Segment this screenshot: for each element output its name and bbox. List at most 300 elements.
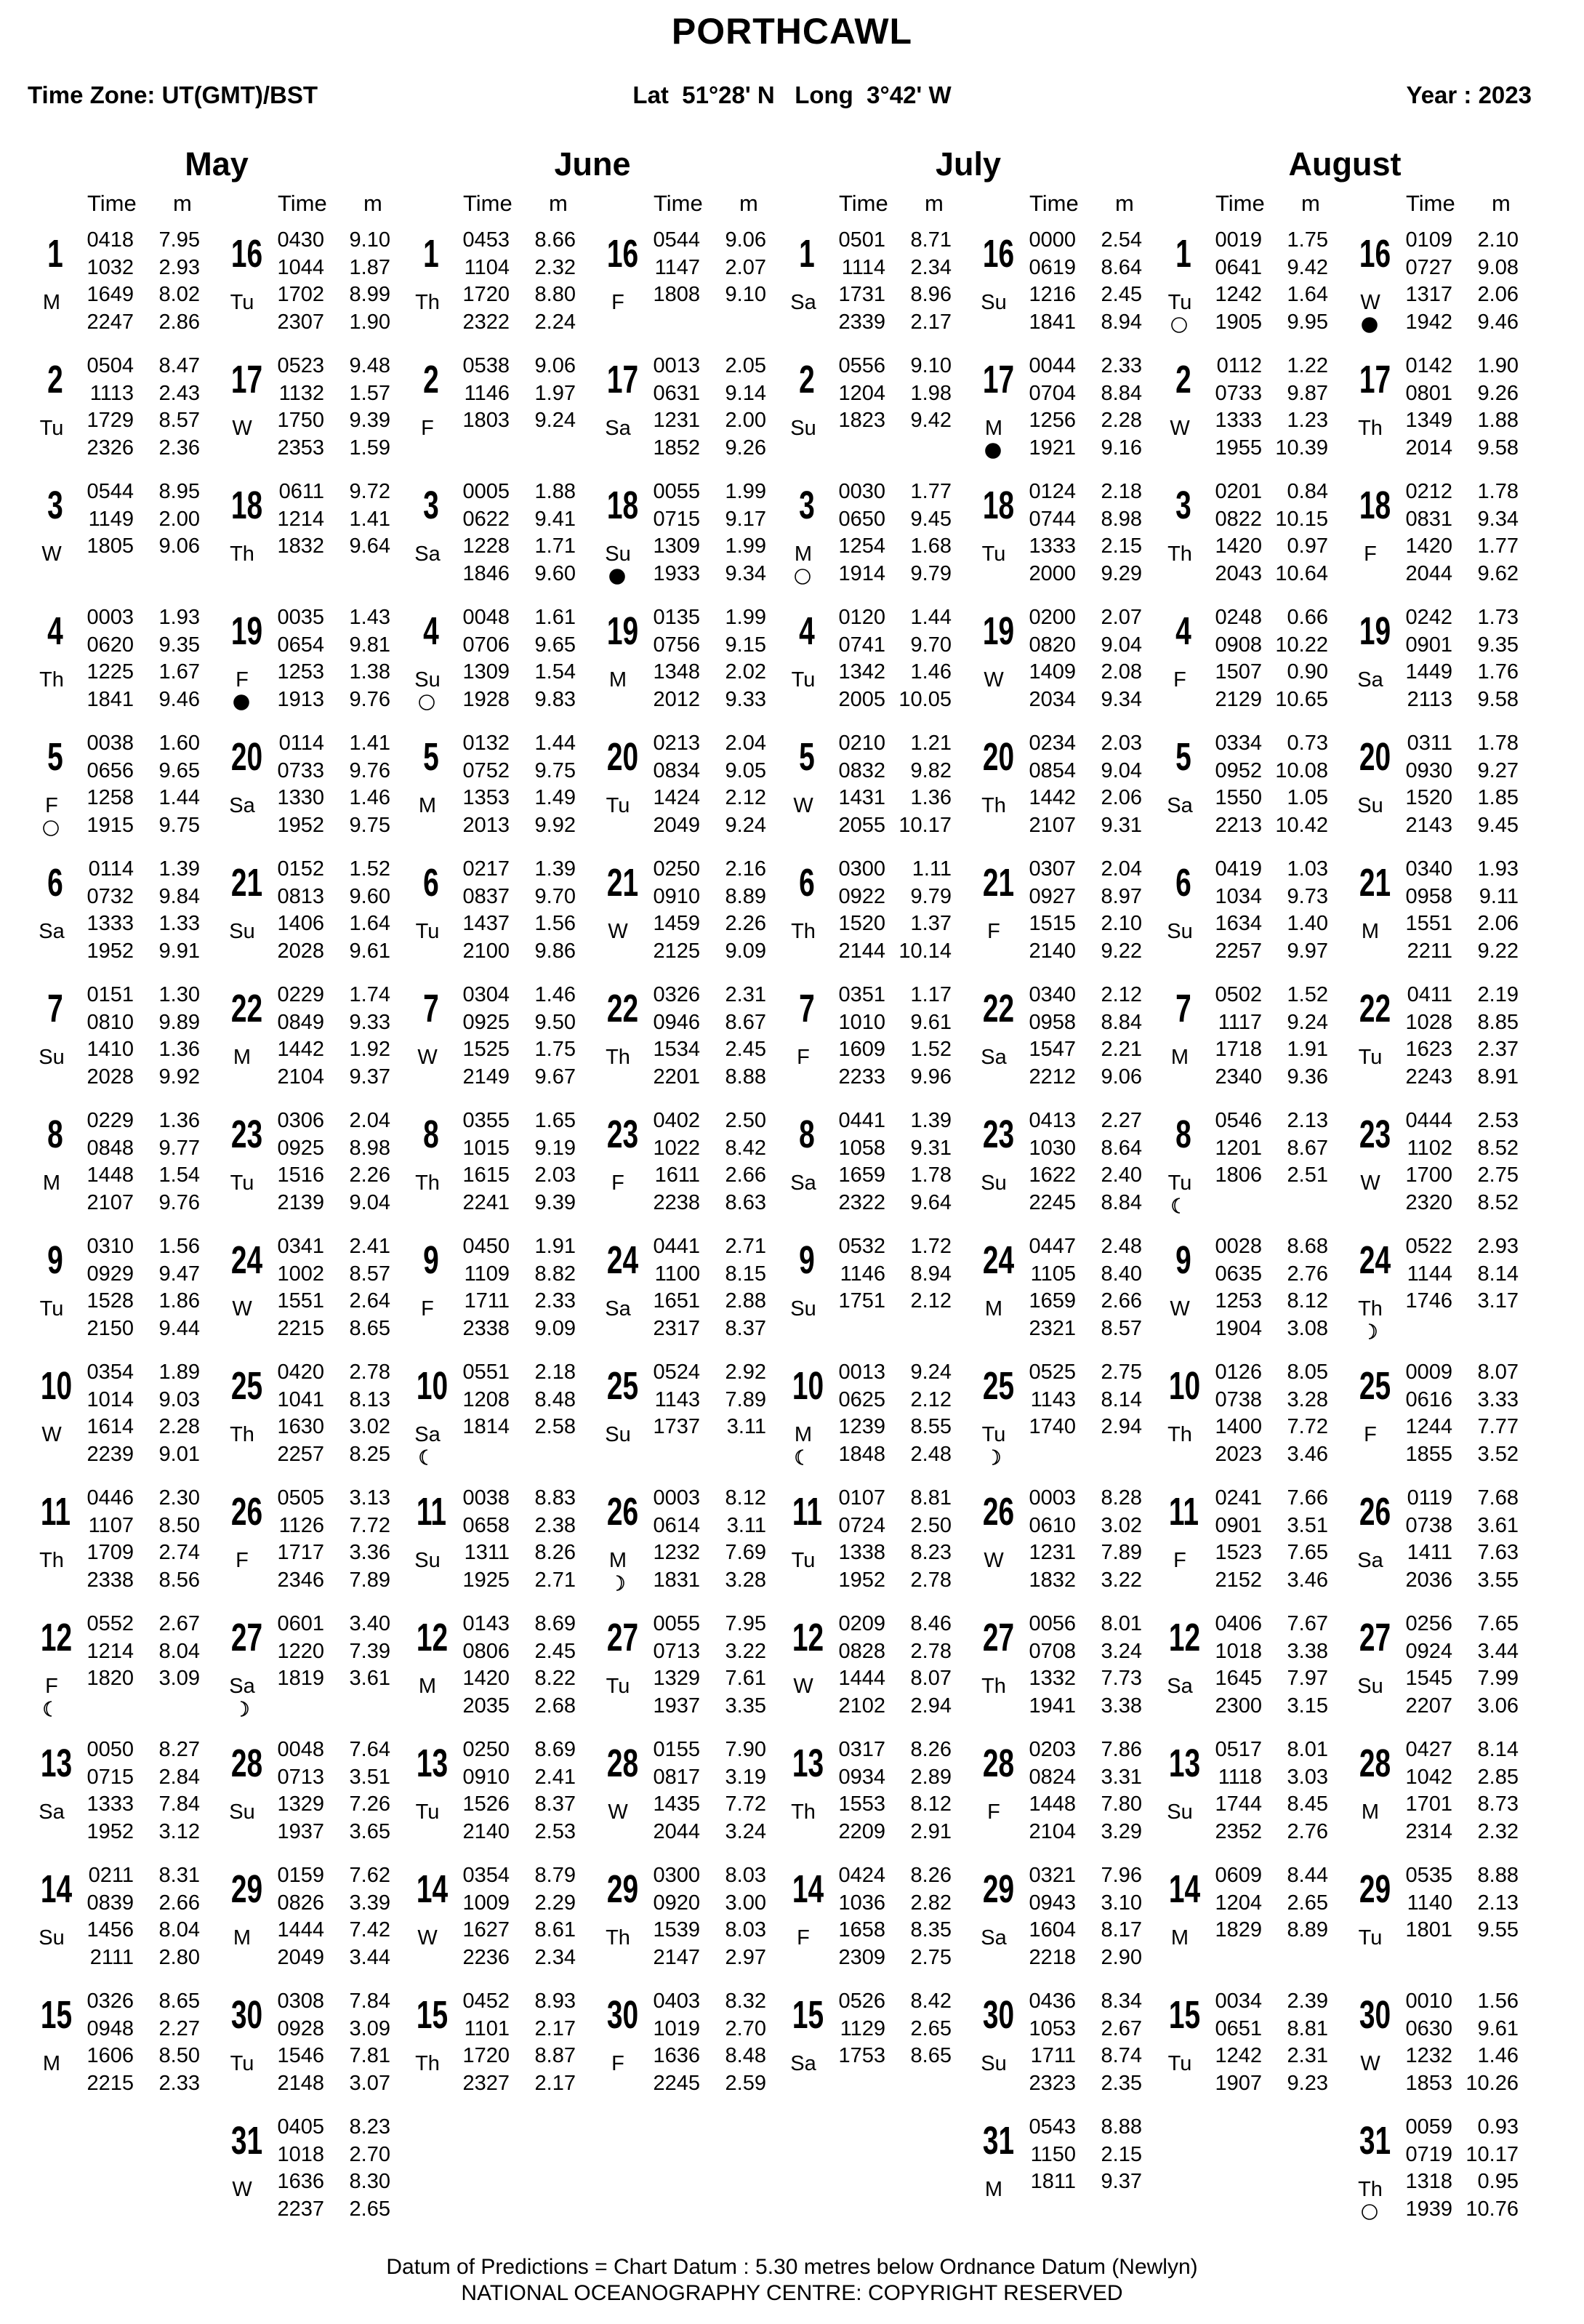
tide-row	[1399, 686, 1519, 714]
tide-row	[270, 380, 390, 408]
tide-time: 1737	[653, 1415, 700, 1438]
day-of-week: Th	[981, 1675, 1006, 1698]
tide-height: 2.48	[910, 1442, 952, 1466]
tide-time: 0524	[653, 1361, 700, 1384]
tide-time: 0556	[838, 354, 885, 377]
tide-row	[646, 1107, 766, 1135]
tide-height: 9.15	[725, 633, 766, 657]
day-of-week: Su	[39, 1926, 65, 1950]
tide-row	[646, 1944, 766, 1972]
tide-time: 1014	[87, 1387, 134, 1411]
tide-row	[646, 281, 766, 309]
tide-row	[832, 1944, 952, 1972]
tide-height: 3.09	[349, 2016, 390, 2040]
tide-height: 2.53	[534, 1819, 576, 1843]
tide-time: 1036	[838, 1891, 885, 1915]
tide-row	[1399, 982, 1519, 1009]
tide-time: 0538	[462, 354, 510, 377]
tide-time: 0126	[1215, 1361, 1262, 1384]
day-number: 16	[982, 232, 1015, 276]
tide-row	[80, 255, 200, 282]
day-block	[411, 1107, 585, 1217]
tide-height: 8.91	[1477, 1065, 1519, 1089]
tide-time: 0201	[1215, 480, 1262, 503]
tide-row	[270, 730, 390, 758]
tide-row	[646, 1539, 766, 1567]
day-block	[1163, 604, 1338, 713]
day-number: 24	[982, 1238, 1015, 1282]
tide-time: 2014	[1405, 436, 1452, 460]
tide-list	[80, 604, 200, 713]
tide-row	[270, 1162, 390, 1190]
tide-height: 9.37	[1101, 2170, 1142, 2193]
tide-row	[270, 2043, 390, 2070]
tide-height: 8.14	[1477, 1262, 1519, 1286]
tide-row	[456, 1862, 576, 1890]
day-block	[601, 856, 776, 965]
tide-time: 0810	[87, 1010, 134, 1034]
tide-time: 1746	[1405, 1289, 1452, 1313]
day-of-week: M	[794, 542, 813, 566]
tide-list	[80, 478, 200, 561]
tide-height: 1.97	[534, 381, 576, 405]
day-of-week: Tu	[230, 291, 254, 314]
tide-time: 0654	[277, 633, 324, 657]
day-of-week: Su	[229, 1800, 255, 1824]
tide-height: 2.43	[158, 381, 200, 405]
tide-time: 1744	[1215, 1792, 1262, 1816]
tide-height: 9.45	[1477, 813, 1519, 837]
tide-time: 0446	[87, 1486, 134, 1510]
tide-row	[1399, 2196, 1519, 2224]
tide-time: 0901	[1215, 1513, 1262, 1537]
day-of-week: W	[41, 1423, 62, 1446]
day-number: 9	[1175, 1238, 1191, 1282]
tide-time: 0403	[653, 1990, 700, 2013]
day-of-week: M	[1361, 1800, 1380, 1824]
tide-time: 0928	[277, 2016, 324, 2040]
tide-time: 0910	[462, 1765, 510, 1789]
tide-time: 0003	[87, 606, 134, 629]
tide-time: 0831	[1405, 507, 1452, 531]
tide-row	[1208, 1917, 1328, 1944]
tide-list	[1022, 604, 1142, 713]
tide-list	[456, 1736, 576, 1846]
tide-row	[646, 353, 766, 380]
tide-row	[456, 1135, 576, 1163]
day-of-week: Sa	[981, 1926, 1007, 1950]
day-number: 3	[799, 484, 815, 527]
tide-row	[1399, 309, 1519, 337]
tide-time: 0927	[1029, 884, 1076, 908]
tide-row	[832, 506, 952, 534]
tide-time: 0922	[838, 884, 885, 908]
tide-height: 3.22	[1101, 1568, 1142, 1592]
day-number: 14	[792, 1867, 824, 1911]
tide-height: 2.97	[725, 1945, 766, 1969]
day-number: 31	[230, 2119, 263, 2163]
tide-time: 1253	[1215, 1289, 1262, 1313]
tide-row	[832, 1819, 952, 1846]
tide-time: 0155	[653, 1738, 700, 1761]
tide-time: 1348	[653, 660, 700, 684]
tide-height: 9.14	[725, 381, 766, 405]
tide-height: 8.37	[725, 1316, 766, 1340]
tide-row	[80, 1539, 200, 1567]
tide-time: 2353	[277, 436, 324, 460]
day-of-week: Th	[230, 542, 254, 566]
tide-height: 1.44	[158, 786, 200, 809]
tide-row	[270, 2196, 390, 2224]
day-of-week: W	[1360, 1171, 1380, 1195]
tide-time: 1515	[1029, 912, 1076, 935]
tide-height: 10.65	[1275, 687, 1328, 711]
tide-row	[1022, 1944, 1142, 1972]
day-of-week: W	[984, 668, 1004, 692]
tide-time: 1814	[462, 1415, 510, 1438]
tide-row	[270, 1819, 390, 1846]
tide-height: 2.18	[534, 1361, 576, 1384]
tide-time: 0631	[653, 381, 700, 405]
tide-time: 1114	[841, 255, 885, 279]
tide-height: 8.81	[910, 1486, 952, 1510]
tide-time: 2352	[1215, 1819, 1262, 1843]
day-block	[601, 478, 776, 588]
tide-time: 2013	[462, 813, 510, 837]
tide-row	[80, 281, 200, 309]
tide-row	[270, 1036, 390, 1064]
tide-row	[80, 1862, 200, 1890]
tide-row	[456, 309, 576, 337]
tide-time: 1841	[87, 687, 134, 711]
page-title: PORTHCAWL	[671, 11, 913, 52]
tide-height: 8.17	[1101, 1918, 1142, 1942]
tide-height: 9.61	[1477, 2016, 1519, 2040]
tide-time: 1701	[1405, 1792, 1452, 1816]
tide-time: 1220	[277, 1639, 324, 1663]
tide-time: 1801	[1405, 1918, 1452, 1942]
tide-time: 0030	[838, 480, 885, 503]
tide-row	[1208, 686, 1328, 714]
tide-time: 0733	[277, 758, 324, 782]
day-block	[977, 478, 1151, 588]
tide-time: 1107	[88, 1513, 134, 1537]
day-number: 2	[47, 358, 63, 401]
day-block	[225, 604, 400, 713]
tide-row	[270, 1862, 390, 1890]
day-block	[977, 353, 1151, 462]
tide-height: 2.32	[1477, 1819, 1519, 1843]
tide-height: 10.17	[898, 813, 952, 837]
tide-height: 9.76	[158, 1190, 200, 1214]
tide-height: 9.58	[1477, 436, 1519, 460]
tide-time: 1041	[277, 1387, 324, 1411]
tide-row	[1399, 227, 1519, 255]
tide-row	[456, 2070, 576, 2098]
tide-time: 2113	[1407, 687, 1452, 711]
tide-height: 8.35	[910, 1918, 952, 1942]
tide-row	[832, 1736, 952, 1764]
tide-row	[646, 1791, 766, 1819]
tide-row	[1399, 1736, 1519, 1764]
tide-height: 1.91	[1287, 1038, 1328, 1061]
tide-height: 8.04	[158, 1918, 200, 1942]
tide-row	[832, 1261, 952, 1289]
tide-row	[1399, 1693, 1519, 1720]
tide-time: 1928	[462, 687, 510, 711]
day-block	[601, 1862, 776, 1971]
month-name: July	[935, 145, 1002, 183]
tide-row	[1022, 353, 1142, 380]
tide-row	[1399, 1359, 1519, 1387]
tide-height: 8.46	[910, 1612, 952, 1635]
tide-row	[646, 1036, 766, 1064]
day-of-week: F	[611, 1171, 624, 1195]
tide-time: 1113	[89, 381, 134, 405]
day-number: 6	[799, 861, 815, 905]
tide-list	[646, 478, 766, 588]
day-number: 16	[606, 232, 639, 276]
last-quarter-moon-icon	[1170, 1197, 1188, 1214]
day-block	[977, 982, 1151, 1091]
tide-height: 1.57	[349, 381, 390, 405]
tide-row	[270, 938, 390, 966]
tide-height: 2.12	[910, 1387, 952, 1411]
day-block	[601, 1736, 776, 1846]
tide-height: 7.42	[349, 1918, 390, 1942]
tide-time: 0210	[838, 732, 885, 755]
day-number: 4	[423, 609, 439, 653]
tide-row	[456, 1819, 576, 1846]
tide-row	[270, 353, 390, 380]
tide-row	[80, 1611, 200, 1638]
day-of-week: Sa	[1167, 794, 1193, 817]
tide-row	[832, 1036, 952, 1064]
tide-row	[832, 255, 952, 282]
tide-time: 2247	[87, 310, 134, 334]
tide-list	[456, 1107, 576, 1217]
tide-height: 8.32	[725, 1990, 766, 2013]
day-number: 22	[230, 987, 263, 1030]
tide-height: 8.99	[349, 283, 390, 306]
tide-row	[270, 1539, 390, 1567]
day-of-week: Tu	[791, 1549, 816, 1572]
tide-time: 0441	[653, 1235, 700, 1258]
tide-time: 2147	[653, 1945, 700, 1969]
tide-row	[832, 812, 952, 840]
tide-time: 0250	[653, 857, 700, 881]
tide-time: 0924	[1405, 1639, 1452, 1663]
tide-time: 2245	[1029, 1190, 1076, 1214]
tide-height: 9.91	[158, 939, 200, 963]
tide-height: 2.00	[725, 409, 766, 432]
tide-time: 1442	[1029, 786, 1076, 809]
day-block	[1354, 1359, 1528, 1468]
tide-list	[1208, 478, 1328, 588]
tide-row	[1208, 1135, 1328, 1163]
tide-time: 1525	[462, 1038, 510, 1061]
tide-row	[832, 1567, 952, 1595]
tide-time: 0820	[1029, 633, 1076, 657]
tide-list	[646, 1862, 766, 1971]
day-number: 18	[230, 484, 263, 527]
day-of-week: Th	[1358, 2178, 1383, 2201]
tide-height: 2.54	[1101, 228, 1142, 252]
tide-row	[1399, 407, 1519, 435]
tide-row	[646, 2016, 766, 2043]
tide-time: 1225	[87, 660, 134, 684]
tide-row	[832, 686, 952, 714]
tide-height: 8.50	[158, 2044, 200, 2067]
tide-time: 1751	[838, 1289, 885, 1313]
tide-row	[1022, 2141, 1142, 2169]
day-number: 30	[230, 1993, 263, 2037]
tide-time: 0925	[277, 1136, 324, 1160]
tide-height: 9.01	[158, 1442, 200, 1466]
tide-height: 1.64	[1287, 283, 1328, 306]
tide-row	[80, 1665, 200, 1693]
tide-row	[1399, 1862, 1519, 1890]
tide-time: 1731	[838, 283, 885, 306]
tide-list	[1022, 1359, 1142, 1441]
tide-time: 1702	[277, 283, 324, 306]
tide-time: 1028	[1405, 1010, 1452, 1034]
tide-time: 1952	[87, 1819, 134, 1843]
tide-height: 7.67	[1287, 1612, 1328, 1635]
day-block	[225, 1233, 400, 1342]
tide-time: 2245	[653, 2071, 700, 2095]
tide-list	[80, 1988, 200, 2097]
tide-time: 0056	[1029, 1612, 1076, 1635]
day-of-week: Sa	[605, 417, 631, 440]
day-of-week: Sa	[229, 794, 255, 817]
tide-height: 7.26	[349, 1792, 390, 1816]
tide-row	[1208, 561, 1328, 588]
tide-height: 9.60	[349, 884, 390, 908]
tide-row	[1208, 1890, 1328, 1918]
tide-height: 1.88	[534, 480, 576, 503]
day-block	[225, 1988, 400, 2097]
tide-row	[270, 1764, 390, 1792]
tide-height: 1.78	[1477, 732, 1519, 755]
tide-height: 10.14	[898, 939, 952, 963]
day-number: 29	[230, 1867, 263, 1911]
day-number: 8	[799, 1113, 815, 1156]
day-number: 28	[230, 1742, 263, 1785]
tide-row	[1208, 506, 1328, 534]
tide-list	[1022, 1485, 1142, 1594]
tide-height: 1.36	[158, 1109, 200, 1132]
tide-height: 1.67	[158, 660, 200, 684]
tide-row	[1022, 1107, 1142, 1135]
day-number: 15	[1168, 1993, 1201, 2037]
tide-time: 0813	[277, 884, 324, 908]
tide-row	[646, 533, 766, 561]
tide-time: 1803	[462, 409, 510, 432]
tide-row	[1022, 1988, 1142, 2016]
tide-row	[270, 856, 390, 883]
tide-height: 3.19	[725, 1765, 766, 1789]
day-of-week: Th	[791, 1800, 816, 1824]
day-number: 5	[423, 735, 439, 779]
tide-time: 0354	[87, 1361, 134, 1384]
tide-row	[832, 856, 952, 883]
tide-time: 0535	[1405, 1864, 1452, 1887]
day-of-week: Tu	[39, 1297, 64, 1321]
tide-list	[832, 478, 952, 588]
full-moon-icon	[418, 694, 435, 711]
tide-row	[1022, 1736, 1142, 1764]
tide-time: 1545	[1405, 1667, 1452, 1690]
tide-list	[1399, 604, 1519, 713]
tide-height: 0.73	[1287, 732, 1328, 755]
day-number: 25	[1359, 1364, 1391, 1408]
day-block	[601, 982, 776, 1091]
day-block	[225, 1611, 400, 1720]
tide-time: 0517	[1215, 1738, 1262, 1761]
tide-height: 1.44	[534, 732, 576, 755]
tide-time: 1042	[1405, 1765, 1452, 1789]
tide-height: 9.26	[1477, 381, 1519, 405]
tide-row	[456, 785, 576, 812]
tide-row	[1208, 1862, 1328, 1890]
tide-list	[270, 478, 390, 561]
tide-time: 1659	[1029, 1289, 1076, 1313]
day-of-week: Tu	[1167, 291, 1192, 314]
tide-height: 9.06	[158, 534, 200, 558]
day-number: 17	[1359, 358, 1391, 401]
tide-time: 0523	[277, 354, 324, 377]
tide-height: 7.97	[1287, 1667, 1328, 1690]
tide-height: 2.06	[1477, 283, 1519, 306]
day-number: 24	[1359, 1238, 1391, 1282]
tide-time: 1442	[277, 1038, 324, 1061]
day-of-week: Su	[981, 291, 1007, 314]
tide-height: 2.32	[534, 255, 576, 279]
tide-row	[80, 1944, 200, 1972]
tide-row	[456, 380, 576, 408]
tide-row	[270, 309, 390, 337]
tide-row	[1022, 856, 1142, 883]
tide-row	[1399, 1485, 1519, 1512]
tide-list	[646, 856, 766, 965]
tide-time: 1636	[653, 2044, 700, 2067]
tide-time: 1651	[653, 1289, 700, 1313]
tide-height: 8.89	[725, 884, 766, 908]
tide-time: 2243	[1405, 1065, 1452, 1089]
tide-time: 1630	[277, 1415, 324, 1438]
tide-row	[80, 1512, 200, 1540]
tide-row	[80, 1107, 200, 1135]
tide-row	[456, 982, 576, 1009]
tide-row	[1022, 812, 1142, 840]
tide-height: 7.90	[725, 1738, 766, 1761]
tide-time: 0424	[838, 1864, 885, 1887]
day-block	[1354, 1736, 1528, 1846]
tide-row	[832, 281, 952, 309]
tide-time: 0635	[1215, 1262, 1262, 1286]
day-number: 12	[416, 1616, 449, 1659]
tide-row	[1399, 533, 1519, 561]
tide-time: 2023	[1215, 1442, 1262, 1466]
tide-time: 0114	[88, 857, 134, 881]
tide-height: 7.89	[725, 1387, 766, 1411]
tide-list	[1399, 227, 1519, 336]
tide-row	[1399, 1611, 1519, 1638]
tide-time: 0217	[462, 857, 510, 881]
tide-time: 1720	[462, 2044, 510, 2067]
day-number: 27	[230, 1616, 263, 1659]
